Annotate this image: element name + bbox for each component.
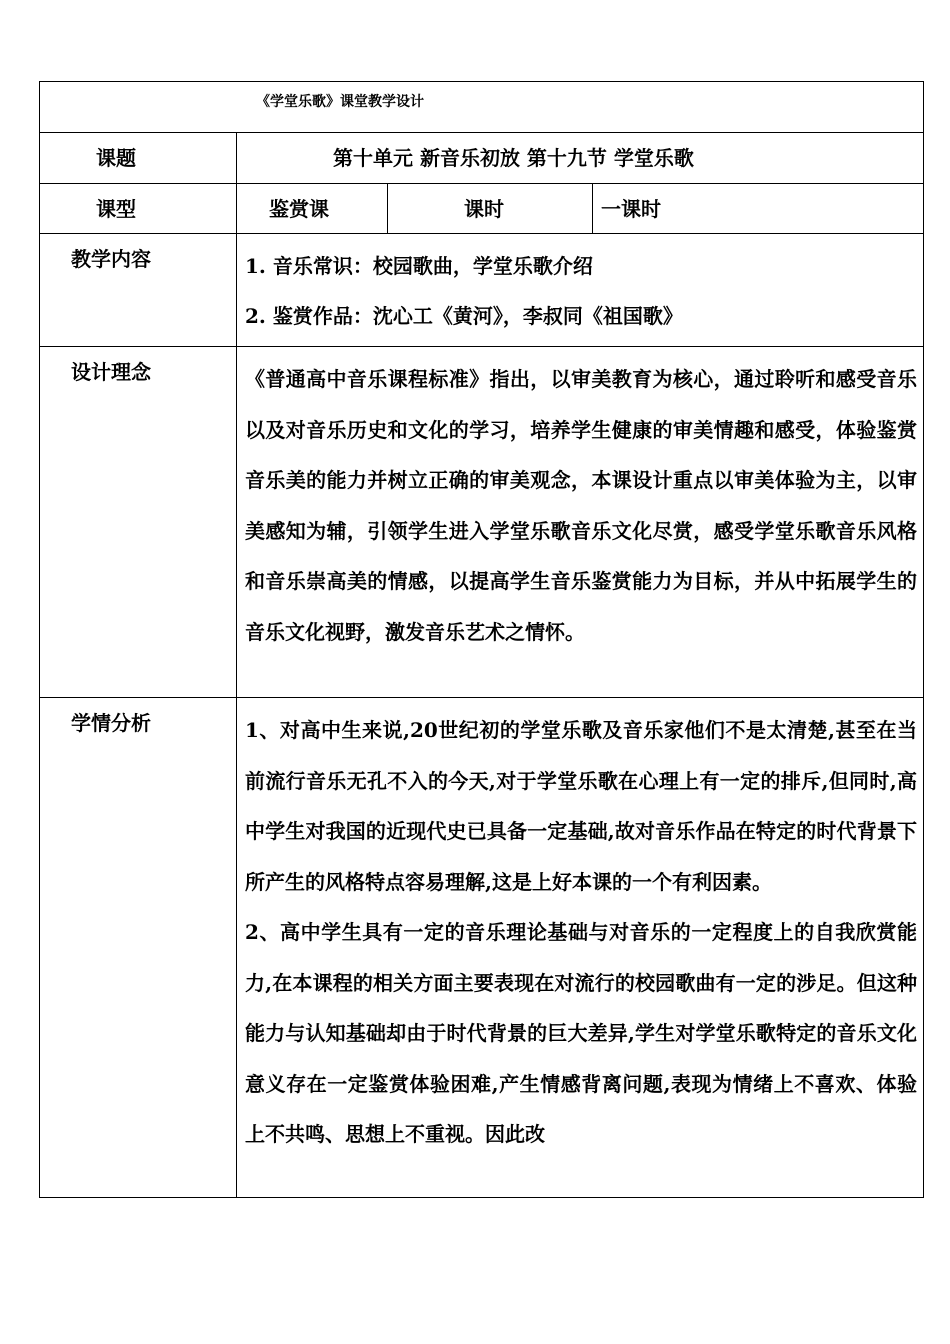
lesson-type-row [40, 184, 924, 234]
subject-value-cell [237, 133, 924, 184]
concept-cell [237, 347, 924, 698]
period-label: 课时 [388, 184, 593, 234]
content-item: 1. 音乐常识：校园歌曲，学堂乐歌介绍 [245, 254, 593, 278]
document-title: 《学堂乐歌》课堂教学设计 [256, 94, 424, 110]
concept-text: 《普通高中音乐课程标准》指出，以审美教育为核心，通过聆听和感受音乐以及对音乐历史和文化的学习，培养学生健康的审美情趣和感受，体验鉴赏音乐美的能力并树立正确的审美观念，本课设计重点以审美体验为主，以审美感知为辅，引领学生进入学堂乐歌音乐文化尽赏，感受学堂乐歌音乐风格和音乐崇高美的情感，以提高学生音乐鉴赏能力为目标，并从中拓展学生的音乐文化视野，激发音乐艺术之情怀。 [245, 367, 917, 644]
title-row [40, 82, 924, 133]
analysis-cell [237, 698, 924, 1198]
analysis-paragraph: 2、高中学生具有一定的音乐理论基础与对音乐的一定程度上的自我欣赏能力,在本课程的相关方面主要表现在对流行的校园歌曲有一定的涉足。但这种能力与认知基础却由于时代背景的巨大差异,学生对学堂乐歌特定的音乐文化意义存在一定鉴赏体验困难,产生情感背离问题,表现为情绪上不喜欢、体验上不共鸣、思想上不重视。因此改 [245, 920, 917, 1146]
period-value: 一课时 [593, 184, 924, 234]
content-row [40, 234, 924, 347]
lesson-type-label: 课型 [40, 184, 237, 234]
lesson-type-value: 鉴赏课 [237, 184, 388, 234]
subject-row [40, 133, 924, 184]
content-label: 教学内容 [40, 234, 237, 347]
analysis-paragraph: 1、对高中生来说,20世纪初的学堂乐歌及音乐家他们不是太清楚,甚至在当前流行音乐无孔不入的今天,对于学堂乐歌在心理上有一定的排斥,但同时,高中学生对我国的近现代史已具备一定基础,故对音乐作品在特定的时代背景下所产生的风格特点容易理解,这是上好本课的一个有利因素。 [245, 718, 917, 894]
content-items [237, 234, 924, 347]
concept-row [40, 347, 924, 698]
title-cell [40, 82, 924, 133]
subject-label: 课题 [40, 133, 237, 184]
analysis-label: 学情分析 [40, 698, 237, 1198]
concept-label: 设计理念 [40, 347, 237, 698]
subject-value: 第十单元 新音乐初放 第十九节 学堂乐歌 [333, 146, 694, 170]
analysis-row [40, 698, 924, 1198]
content-item: 2. 鉴赏作品：沈心工《黄河》，李叔同《祖国歌》 [245, 304, 683, 328]
lesson-plan-table [39, 81, 924, 1198]
